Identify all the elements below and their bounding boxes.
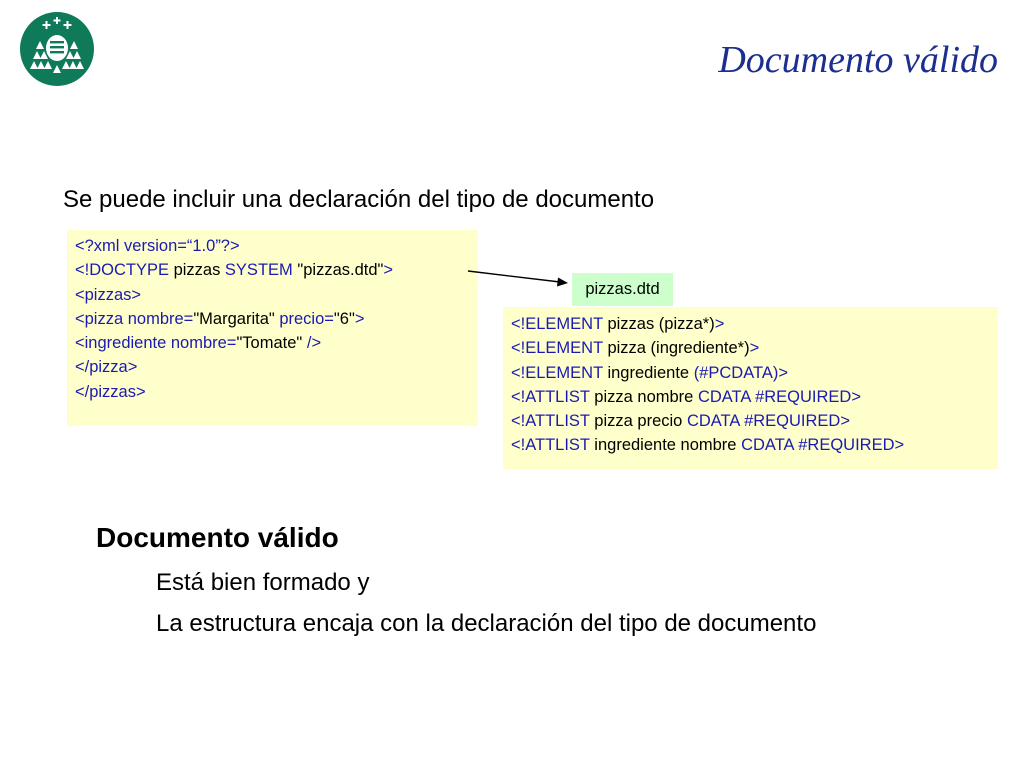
xml-code-line bbox=[75, 331, 478, 355]
dtd-code-token: > bbox=[749, 339, 760, 358]
dtd-code-line bbox=[511, 433, 998, 457]
xml-code-token: </pizza> bbox=[75, 358, 138, 377]
xml-code-token: <pizza nombre= bbox=[75, 309, 194, 328]
slide-title: Documento válido bbox=[718, 39, 998, 81]
xml-code-line bbox=[75, 283, 478, 307]
dtd-code-token: CDATA #REQUIRED> bbox=[686, 412, 850, 431]
dtd-code-token: pizzas (pizza*) bbox=[602, 315, 715, 333]
dtd-code-token: <!ELEMENT bbox=[511, 363, 603, 382]
university-seal-logo bbox=[19, 11, 95, 87]
bullet-item: La estructura encaja con la declaración del tipo de documento bbox=[156, 610, 817, 637]
dtd-code-box bbox=[503, 307, 998, 469]
xml-code-token: SYSTEM bbox=[224, 261, 293, 280]
dtd-code-token: pizza (ingrediente*) bbox=[602, 339, 750, 358]
xml-code-token: > bbox=[383, 261, 394, 280]
xml-code-token: > bbox=[354, 309, 365, 328]
xml-code-line bbox=[75, 380, 478, 404]
dtd-code-token: ingrediente bbox=[602, 363, 694, 382]
xml-code-line bbox=[75, 355, 478, 379]
dtd-code-token: <!ATTLIST bbox=[511, 387, 590, 406]
intro-text: Se puede incluir una declaración del tipo de documento bbox=[63, 186, 655, 213]
xml-code-line bbox=[75, 234, 478, 258]
arrow-right-icon bbox=[466, 262, 576, 292]
dtd-filename-label: pizzas.dtd bbox=[572, 273, 673, 306]
dtd-code-token: pizza nombre bbox=[589, 387, 698, 406]
xml-code-lines bbox=[75, 234, 478, 404]
dtd-code-token: <!ATTLIST bbox=[511, 412, 590, 431]
dtd-code-line bbox=[511, 336, 998, 360]
xml-code-box bbox=[67, 230, 478, 426]
dtd-code-token: ingrediente nombre bbox=[589, 436, 742, 455]
xml-code-token: <ingrediente nombre= bbox=[75, 334, 237, 353]
bullet-item: Está bien formado y bbox=[156, 569, 370, 596]
dtd-code-token: (#PCDATA)> bbox=[693, 363, 788, 382]
dtd-code-line bbox=[511, 312, 998, 336]
xml-code-token: pizzas bbox=[168, 261, 225, 280]
xml-code-token: "Margarita" bbox=[193, 309, 280, 328]
xml-code-token: <!DOCTYPE bbox=[75, 261, 169, 280]
xml-code-line bbox=[75, 258, 478, 282]
dtd-code-token: <!ELEMENT bbox=[511, 315, 603, 333]
dtd-code-lines bbox=[511, 312, 998, 458]
dtd-code-line bbox=[511, 385, 998, 409]
xml-code-token: "pizzas.dtd" bbox=[292, 261, 384, 280]
xml-code-line bbox=[75, 307, 478, 331]
dtd-code-token: CDATA #REQUIRED> bbox=[697, 387, 861, 406]
dtd-code-token: > bbox=[714, 315, 725, 333]
dtd-code-token: <!ATTLIST bbox=[511, 436, 590, 455]
xml-code-token: "Tomate" bbox=[236, 334, 307, 353]
xml-code-token: <?xml version=“1.0”?> bbox=[75, 237, 240, 255]
dtd-code-token: CDATA #REQUIRED> bbox=[741, 436, 905, 455]
xml-code-token: "6" bbox=[333, 309, 355, 328]
xml-code-token: precio= bbox=[279, 309, 334, 328]
dtd-code-line bbox=[511, 361, 998, 385]
xml-code-token: <pizzas> bbox=[75, 285, 142, 304]
dtd-code-token: <!ELEMENT bbox=[511, 339, 603, 358]
dtd-code-line bbox=[511, 409, 998, 433]
xml-code-token: /> bbox=[306, 334, 322, 353]
section-heading: Documento válido bbox=[96, 522, 339, 553]
xml-code-token: </pizzas> bbox=[75, 382, 146, 401]
dtd-code-token: pizza precio bbox=[589, 412, 687, 431]
